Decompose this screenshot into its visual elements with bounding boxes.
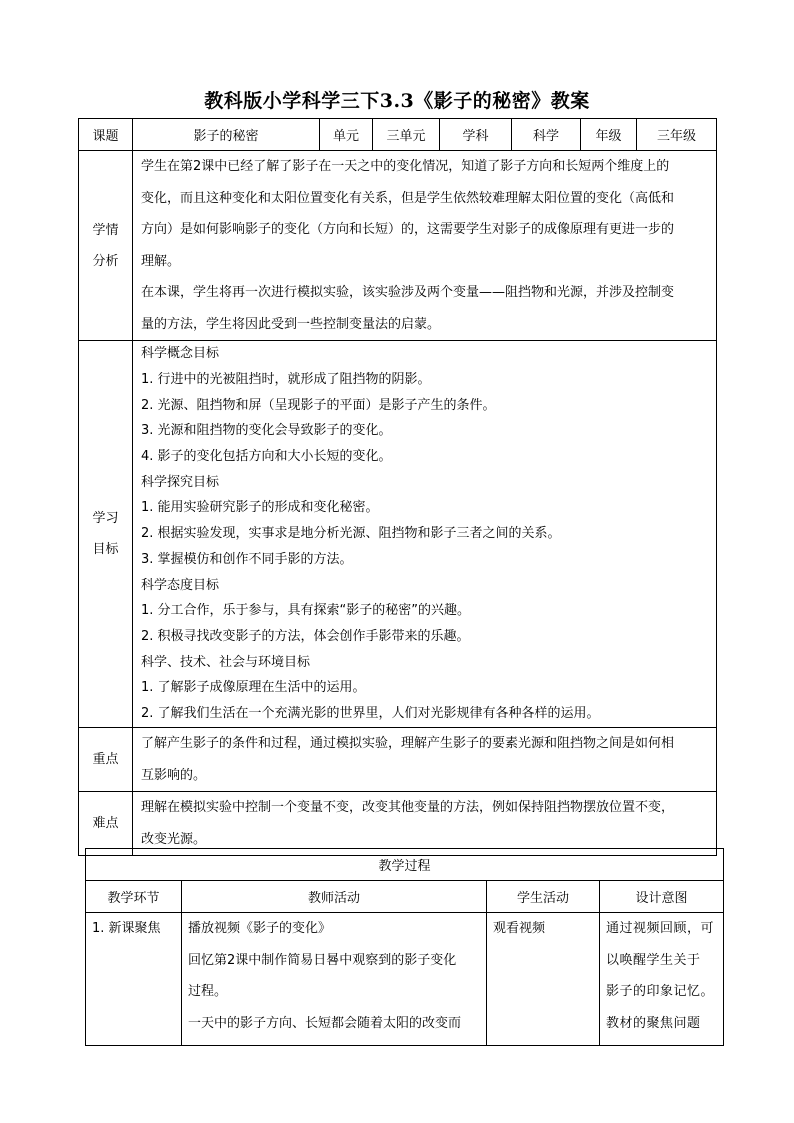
goals-row bbox=[79, 341, 717, 728]
goal-line: 2. 积极寻找改变影子的方法，体会创作手影带来的乐趣。 bbox=[141, 628, 470, 644]
subject-value: 科学 bbox=[512, 119, 581, 151]
key-point-row bbox=[79, 728, 717, 792]
unit-value: 三单元 bbox=[373, 119, 440, 151]
goal-line: 2. 根据实验发现，实事求是地分析光源、阻挡物和影子三者之间的关系。 bbox=[141, 526, 561, 542]
difficulty-row bbox=[79, 792, 717, 856]
analysis-text: 学生在第2课中已经了解了影子在一天之中的变化情况，知道了影子方向和长短两个维度上的 变化，而且这种变化和太阳位置变化有关系，但是学生依然较难理解太阳位置的变化（高低和 方向）是如何影响影子的变化（方向和长短）的，这需要学生对影子的成像原理有更进一步的 理解。 在本课，学生将再一次进行模拟实验，该实验涉及两个变量——阻挡物和光源，并涉及控制变 量的方法，学生将因此受到一些控制变量法的启蒙。 bbox=[141, 159, 675, 332]
goal-line: 3. 掌握模仿和创作不同手影的方法。 bbox=[141, 551, 353, 567]
goal-line: 1. 分工合作，乐于参与，具有探索“影子的秘密”的兴趣。 bbox=[141, 603, 471, 619]
goal-line: 科学概念目标 bbox=[141, 346, 220, 362]
topic-value: 影子的秘密 bbox=[133, 119, 320, 151]
stage-cell: 1. 新课聚焦 bbox=[86, 913, 182, 1046]
lesson-info-table bbox=[78, 118, 717, 856]
goals-content bbox=[133, 341, 717, 728]
teaching-process-table bbox=[85, 848, 724, 1046]
col-stage: 教学环节 bbox=[86, 881, 182, 913]
goal-line: 2. 了解我们生活在一个充满光影的世界里，人们对光影规律有各种各样的运用。 bbox=[141, 706, 600, 722]
key-point-label: 重点 bbox=[79, 728, 133, 792]
header-row bbox=[79, 119, 717, 151]
goal-line: 科学、技术、社会与环境目标 bbox=[141, 654, 311, 670]
grade-value: 三年级 bbox=[637, 119, 717, 151]
goal-line: 科学态度目标 bbox=[141, 577, 220, 593]
goals-list bbox=[133, 341, 716, 727]
goal-line: 4. 影子的变化包括方向和大小长短的变化。 bbox=[141, 449, 392, 465]
goal-line: 1. 了解影子成像原理在生活中的运用。 bbox=[141, 680, 366, 696]
analysis-row bbox=[79, 151, 717, 341]
goal-line: 科学探究目标 bbox=[141, 474, 220, 490]
goal-line: 1. 能用实验研究影子的形成和变化秘密。 bbox=[141, 500, 379, 516]
process-row bbox=[86, 913, 724, 1046]
col-intent: 设计意图 bbox=[600, 881, 724, 913]
goal-line: 1. 行进中的光被阻挡时，就形成了阻挡物的阴影。 bbox=[141, 371, 431, 387]
analysis-content bbox=[133, 151, 717, 341]
goal-line: 3. 光源和阻挡物的变化会导致影子的变化。 bbox=[141, 423, 392, 439]
topic-label: 课题 bbox=[79, 119, 133, 151]
intent-cell: 通过视频回顾，可 以唤醒学生关于 影子的印象记忆。 教材的聚焦问题 bbox=[600, 913, 724, 1046]
key-point-content: 了解产生影子的条件和过程，通过模拟实验，理解产生影子的要素光源和阻挡物之间是如何相 互影响的。 bbox=[133, 728, 717, 792]
process-heading-row bbox=[86, 849, 724, 881]
difficulty-label: 难点 bbox=[79, 792, 133, 856]
difficulty-content: 理解在模拟实验中控制一个变量不变，改变其他变量的方法，例如保持阻挡物摆放位置不变， 改变光源。 bbox=[133, 792, 717, 856]
process-columns-row bbox=[86, 881, 724, 913]
student-cell: 观看视频 bbox=[487, 913, 600, 1046]
document-title: 教科版小学科学三下3.3《影子的秘密》教案 bbox=[204, 90, 590, 112]
process-heading: 教学过程 bbox=[86, 849, 724, 881]
subject-label: 学科 bbox=[440, 119, 512, 151]
goal-line: 2. 光源、阻挡物和屏（呈现影子的平面）是影子产生的条件。 bbox=[141, 397, 496, 413]
analysis-label: 学情 分析 bbox=[79, 151, 133, 341]
teacher-cell: 播放视频《影子的变化》 回忆第2课中制作简易日晷中观察到的影子变化 过程。 一天中的影子方向、长短都会随着太阳的改变而 bbox=[182, 913, 487, 1046]
unit-label: 单元 bbox=[320, 119, 373, 151]
goals-label: 学习 目标 bbox=[79, 341, 133, 728]
col-teacher: 教师活动 bbox=[182, 881, 487, 913]
col-student: 学生活动 bbox=[487, 881, 600, 913]
grade-label: 年级 bbox=[581, 119, 637, 151]
